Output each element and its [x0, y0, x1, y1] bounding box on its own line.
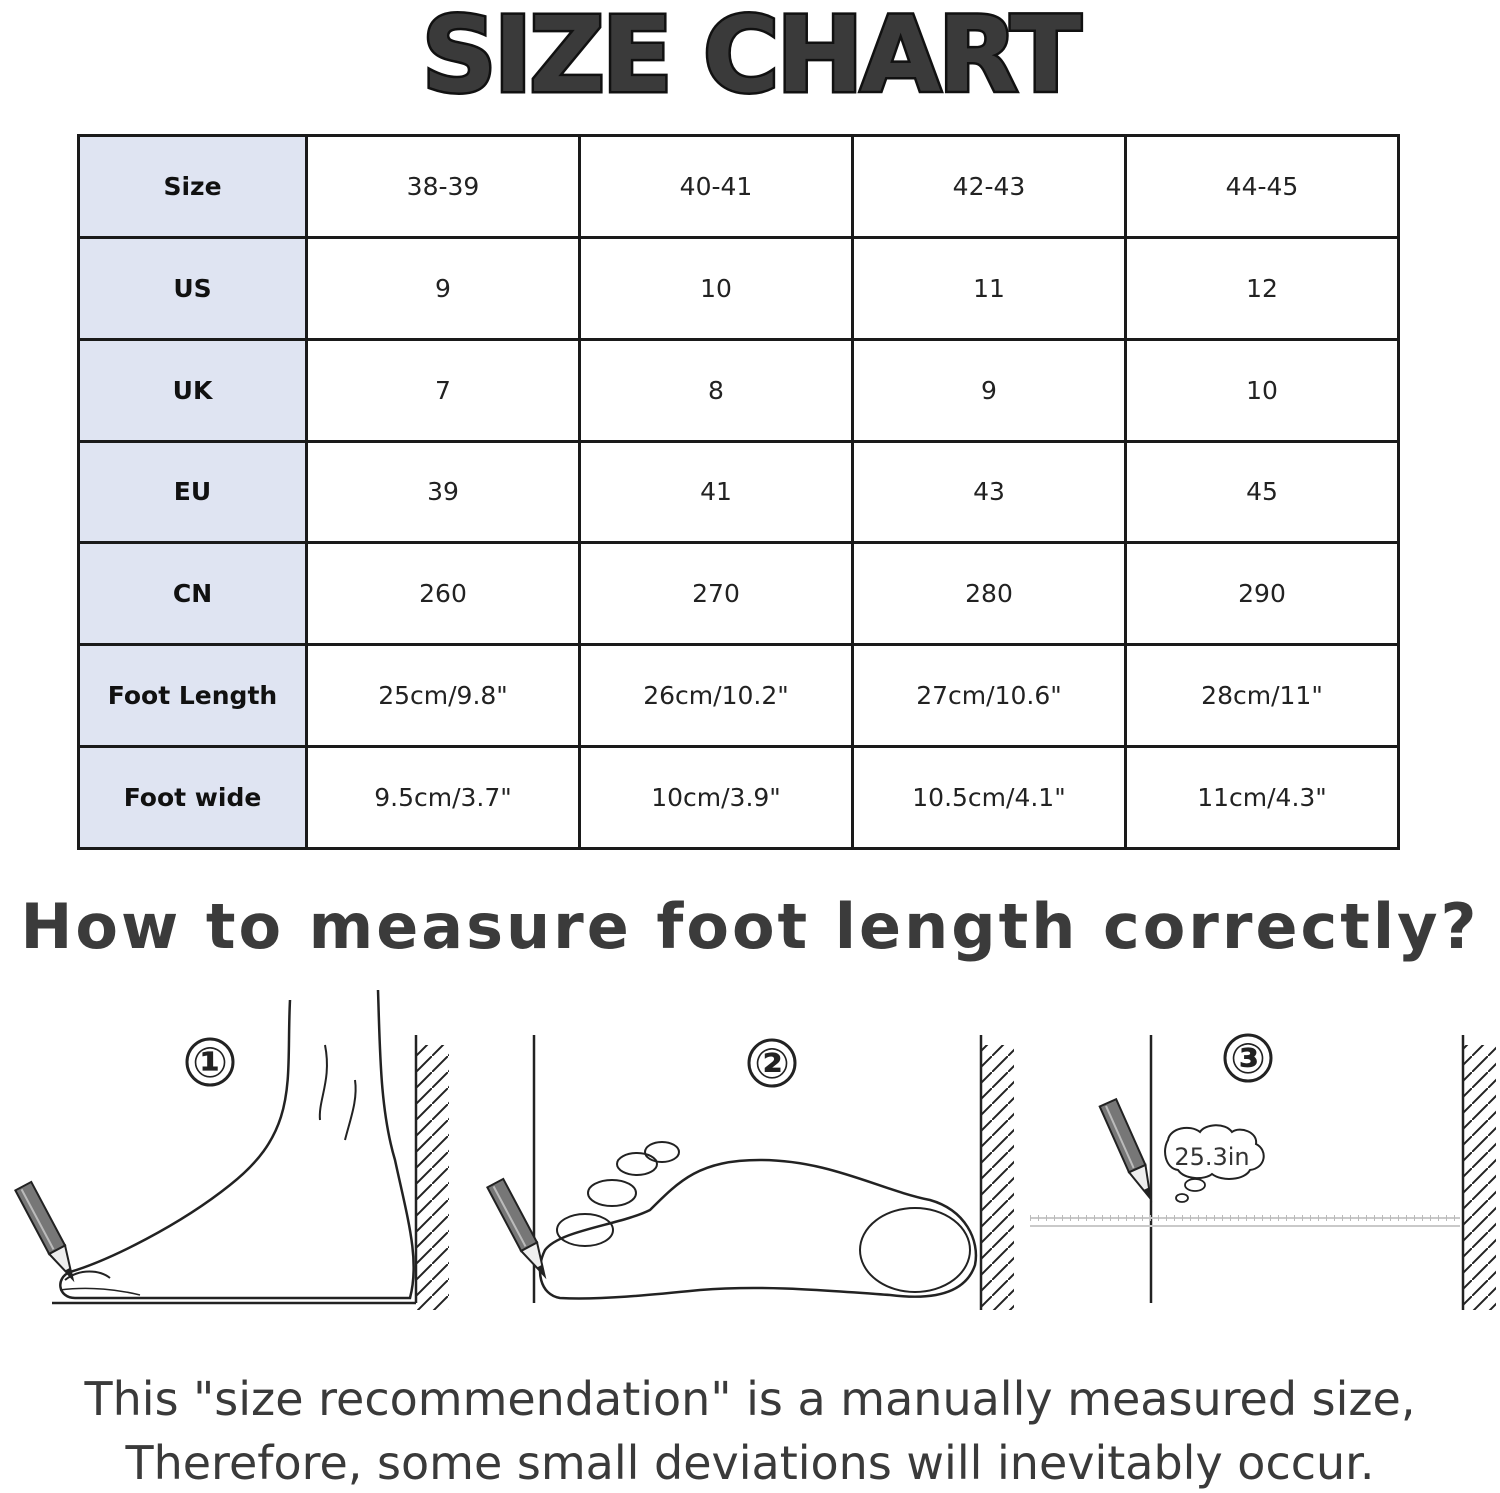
- table-cell: 44-45: [1126, 136, 1399, 238]
- tape-measure: [1030, 1218, 1460, 1226]
- row-header: CN: [79, 543, 307, 645]
- table-row-uk: [79, 339, 1399, 441]
- step1-illustration: [15, 990, 449, 1310]
- table-cell: 280: [853, 543, 1126, 645]
- table-row-eu: [79, 441, 1399, 543]
- table-cell: 38-39: [307, 136, 580, 238]
- table-cell: 9: [853, 339, 1126, 441]
- table-cell: 45: [1126, 441, 1399, 543]
- table-cell: 41: [580, 441, 853, 543]
- note-line-1: This "size recommendation" is a manually measured size,: [84, 1372, 1416, 1426]
- note-line-2: Therefore, some small deviations will inevitably occur.: [125, 1436, 1375, 1490]
- row-header: Foot wide: [79, 747, 307, 849]
- row-header: EU: [79, 441, 307, 543]
- table-cell: 28cm/11": [1126, 645, 1399, 747]
- row-header: Foot Length: [79, 645, 307, 747]
- step2-illustration: [487, 1035, 1014, 1310]
- step3-number: ③: [1230, 1034, 1266, 1083]
- table-cell: 9: [307, 237, 580, 339]
- size-table: [77, 134, 1400, 850]
- row-header: US: [79, 237, 307, 339]
- table-cell: 290: [1126, 543, 1399, 645]
- table-cell: 43: [853, 441, 1126, 543]
- measure-heading: How to measure foot length correctly?: [20, 890, 1480, 963]
- table-cell: 270: [580, 543, 853, 645]
- table-cell: 11cm/4.3": [1126, 747, 1399, 849]
- table-row-size: [79, 136, 1399, 238]
- table-cell: 9.5cm/3.7": [307, 747, 580, 849]
- table-cell: 10: [580, 237, 853, 339]
- row-header: UK: [79, 339, 307, 441]
- table-cell: 25cm/9.8": [307, 645, 580, 747]
- table-cell: 260: [307, 543, 580, 645]
- table-cell: 39: [307, 441, 580, 543]
- table-row-foot-length: [79, 645, 1399, 747]
- table-cell: 42-43: [853, 136, 1126, 238]
- measurement-bubble-text: 25.3in: [1174, 1143, 1250, 1171]
- wall-hatch: [1464, 1045, 1496, 1310]
- wall-hatch: [982, 1045, 1014, 1310]
- table-row-cn: [79, 543, 1399, 645]
- table-cell: 40-41: [580, 136, 853, 238]
- foot-side-icon: [60, 990, 413, 1298]
- table-cell: 7: [307, 339, 580, 441]
- pencil-icon: [15, 1182, 80, 1283]
- step2-number: ②: [754, 1039, 790, 1088]
- table-row-foot-wide: [79, 747, 1399, 849]
- table-cell: 11: [853, 237, 1126, 339]
- table-cell: 12: [1126, 237, 1399, 339]
- table-cell: 10: [1126, 339, 1399, 441]
- table-row-us: [79, 237, 1399, 339]
- table-cell: 10cm/3.9": [580, 747, 853, 849]
- table-cell: 26cm/10.2": [580, 645, 853, 747]
- step3-illustration: [1030, 1034, 1496, 1310]
- page-title: SIZE CHART: [421, 0, 1079, 116]
- row-header: Size: [79, 136, 307, 238]
- measuring-illustration: [0, 985, 1500, 1325]
- pencil-icon: [487, 1179, 552, 1280]
- wall-hatch: [417, 1045, 449, 1310]
- table-cell: 10.5cm/4.1": [853, 747, 1126, 849]
- table-cell: 27cm/10.6": [853, 645, 1126, 747]
- step1-number: ①: [192, 1038, 228, 1087]
- table-cell: 8: [580, 339, 853, 441]
